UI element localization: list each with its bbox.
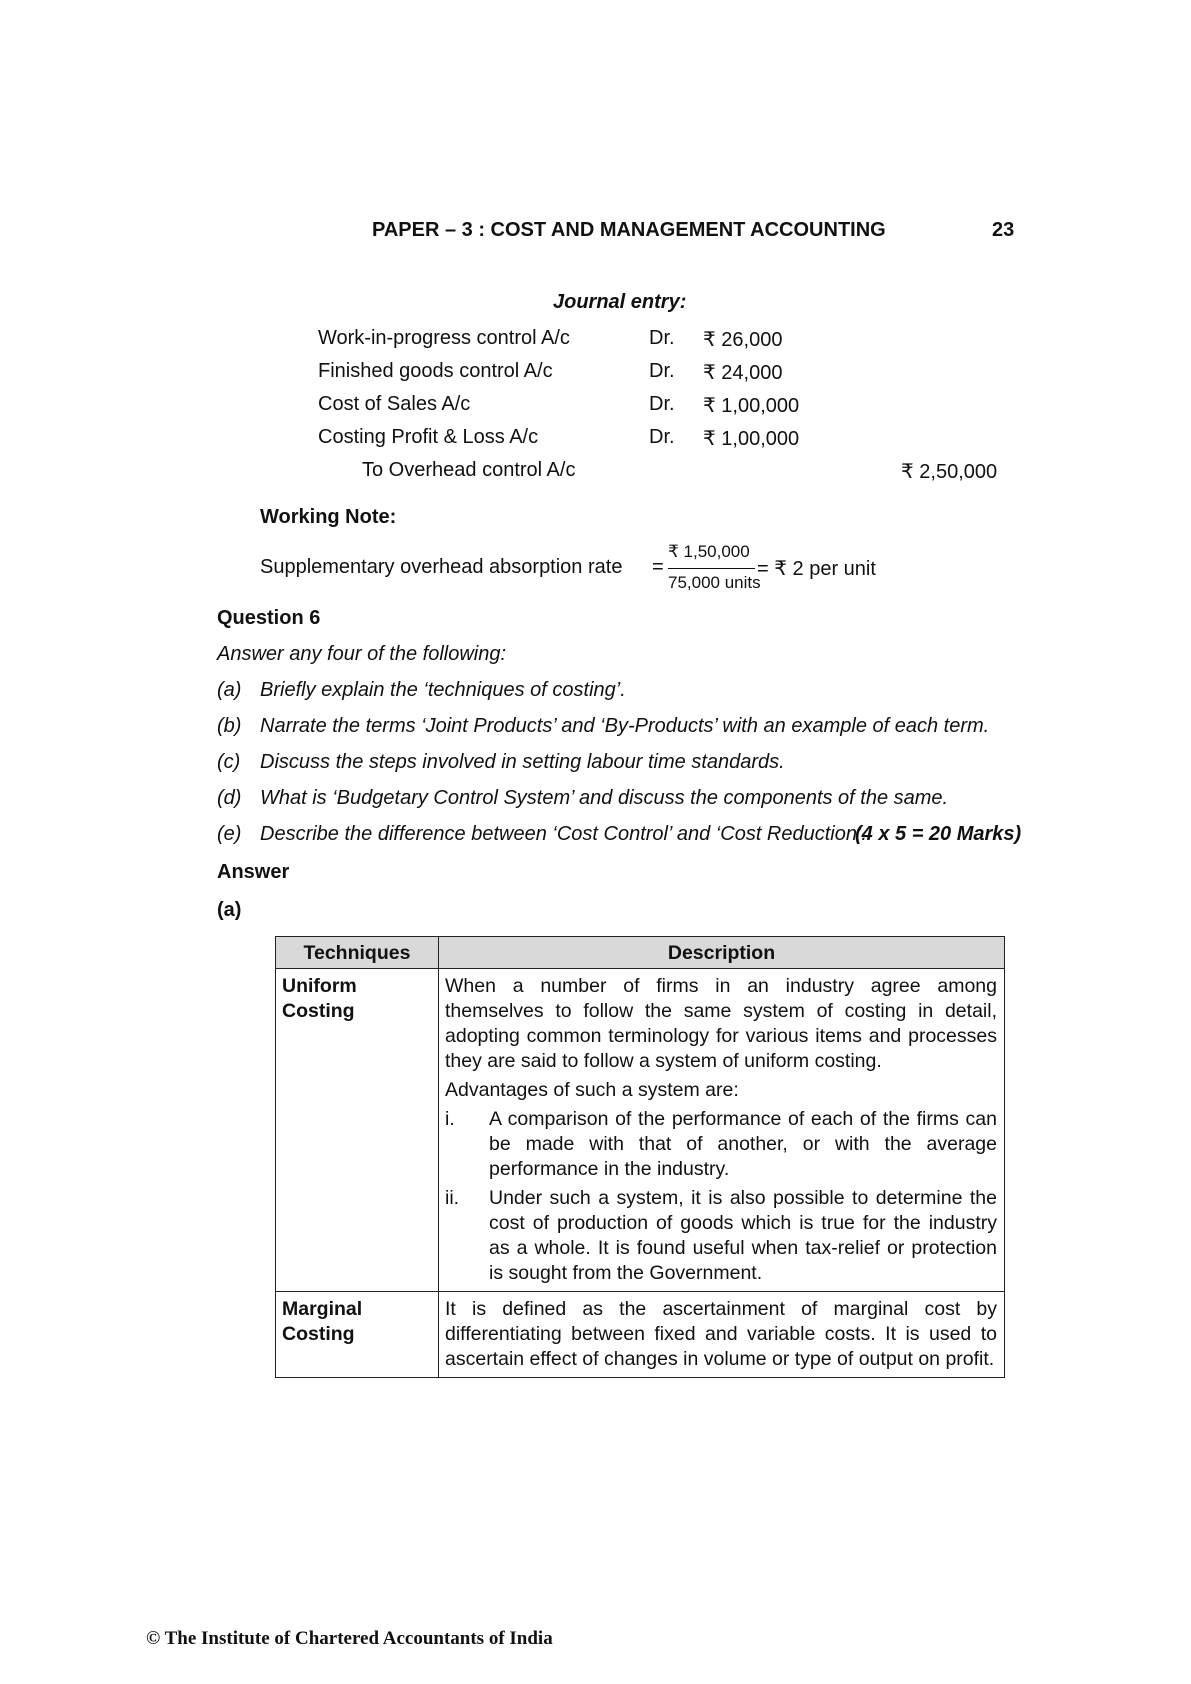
- list-item-text: Under such a system, it is also possible to determine the cost of production of goods which is true for the industry as a whole. It is found useful when tax-relief or protection is sought from the Government.: [489, 1187, 997, 1284]
- column-header-description: Description: [439, 937, 1005, 969]
- journal-credit-account: To Overhead control A/c: [362, 459, 576, 481]
- journal-dr: Dr.: [649, 426, 675, 448]
- journal-dr: Dr.: [649, 327, 675, 349]
- question-item-text: Narrate the terms ‘Joint Products’ and ‘By-Products’ with an example of each term.: [260, 715, 990, 737]
- question-item-label: (c): [217, 751, 241, 773]
- column-header-techniques: Techniques: [276, 937, 439, 969]
- table-row: [276, 1292, 1005, 1378]
- question-item-text: Describe the difference between ‘Cost Control’ and ‘Cost Reduction’.: [260, 823, 867, 845]
- question-item-label: (a): [217, 679, 242, 701]
- journal-dr: Dr.: [649, 360, 675, 382]
- working-note-heading: Working Note:: [260, 506, 397, 528]
- absorption-rate-result: = ₹ 2 per unit: [757, 558, 876, 580]
- journal-amount: ₹ 1,00,000: [703, 428, 800, 450]
- journal-heading: Journal entry:: [553, 291, 687, 313]
- journal-amount: ₹ 1,00,000: [703, 395, 800, 417]
- journal-account: Cost of Sales A/c: [318, 393, 471, 415]
- advantages-heading: Advantages of such a system are:: [445, 1079, 739, 1101]
- fraction-denominator: 75,000 units: [668, 573, 761, 592]
- question-item-label: (e): [217, 823, 242, 845]
- list-item-number: ii.: [445, 1187, 460, 1209]
- techniques-table: [275, 936, 1005, 1378]
- table-header-row: [276, 937, 1005, 969]
- list-item: [445, 1186, 997, 1286]
- journal-account: Work-in-progress control A/c: [318, 327, 570, 349]
- list-item: [445, 1107, 997, 1182]
- journal-account: Finished goods control A/c: [318, 360, 553, 382]
- table-row: [276, 969, 1005, 1292]
- equals-sign: =: [652, 556, 664, 578]
- technique-name: Marginal Costing: [276, 1292, 439, 1378]
- uniform-costing-intro: When a number of firms in an industry agree among themselves to follow the same system of costing in detail, adopting common terminology for various items and processes they are said to follow a system of uniform costing.: [445, 975, 997, 1072]
- question-item-label: (b): [217, 715, 242, 737]
- question-marks: (4 x 5 = 20 Marks): [855, 823, 1022, 845]
- page-number: 23: [992, 219, 1015, 241]
- journal-credit-amount: ₹ 2,50,000: [901, 461, 998, 483]
- journal-dr: Dr.: [649, 393, 675, 415]
- footer-copyright: © The Institute of Chartered Accountants of India: [146, 1628, 553, 1649]
- journal-amount: ₹ 24,000: [703, 362, 783, 384]
- journal-account: Costing Profit & Loss A/c: [318, 426, 539, 448]
- list-item-number: i.: [445, 1108, 455, 1130]
- question-item-label: (d): [217, 787, 242, 809]
- question-instruction: Answer any four of the following:: [217, 643, 507, 665]
- working-note-label: Supplementary overhead absorption rate: [260, 556, 623, 578]
- fraction-numerator: ₹ 1,50,000: [668, 542, 750, 561]
- technique-name: Uniform Costing: [276, 969, 439, 1292]
- technique-description: It is defined as the ascertainment of marginal cost by differentiating between fixed and variable costs. It is used to ascertain effect of changes in volume or type of output on profit.: [439, 1292, 1005, 1378]
- answer-part-label: (a): [217, 899, 242, 921]
- answer-heading: Answer: [217, 861, 290, 883]
- technique-description: [439, 969, 1005, 1292]
- fraction-bar: [668, 568, 755, 569]
- list-item-text: A comparison of the performance of each of the firms can be made with that of another, or with the average performance in the industry.: [489, 1108, 997, 1180]
- page-title: PAPER – 3 : COST AND MANAGEMENT ACCOUNTING: [372, 219, 886, 241]
- journal-amount: ₹ 26,000: [703, 329, 783, 351]
- absorption-rate-fraction: [658, 542, 768, 598]
- question-heading: Question 6: [217, 607, 321, 629]
- question-item-text: What is ‘Budgetary Control System’ and discuss the components of the same.: [260, 787, 949, 809]
- question-item-text: Briefly explain the ‘techniques of costing’.: [260, 679, 626, 701]
- question-item-text: Discuss the steps involved in setting labour time standards.: [260, 751, 785, 773]
